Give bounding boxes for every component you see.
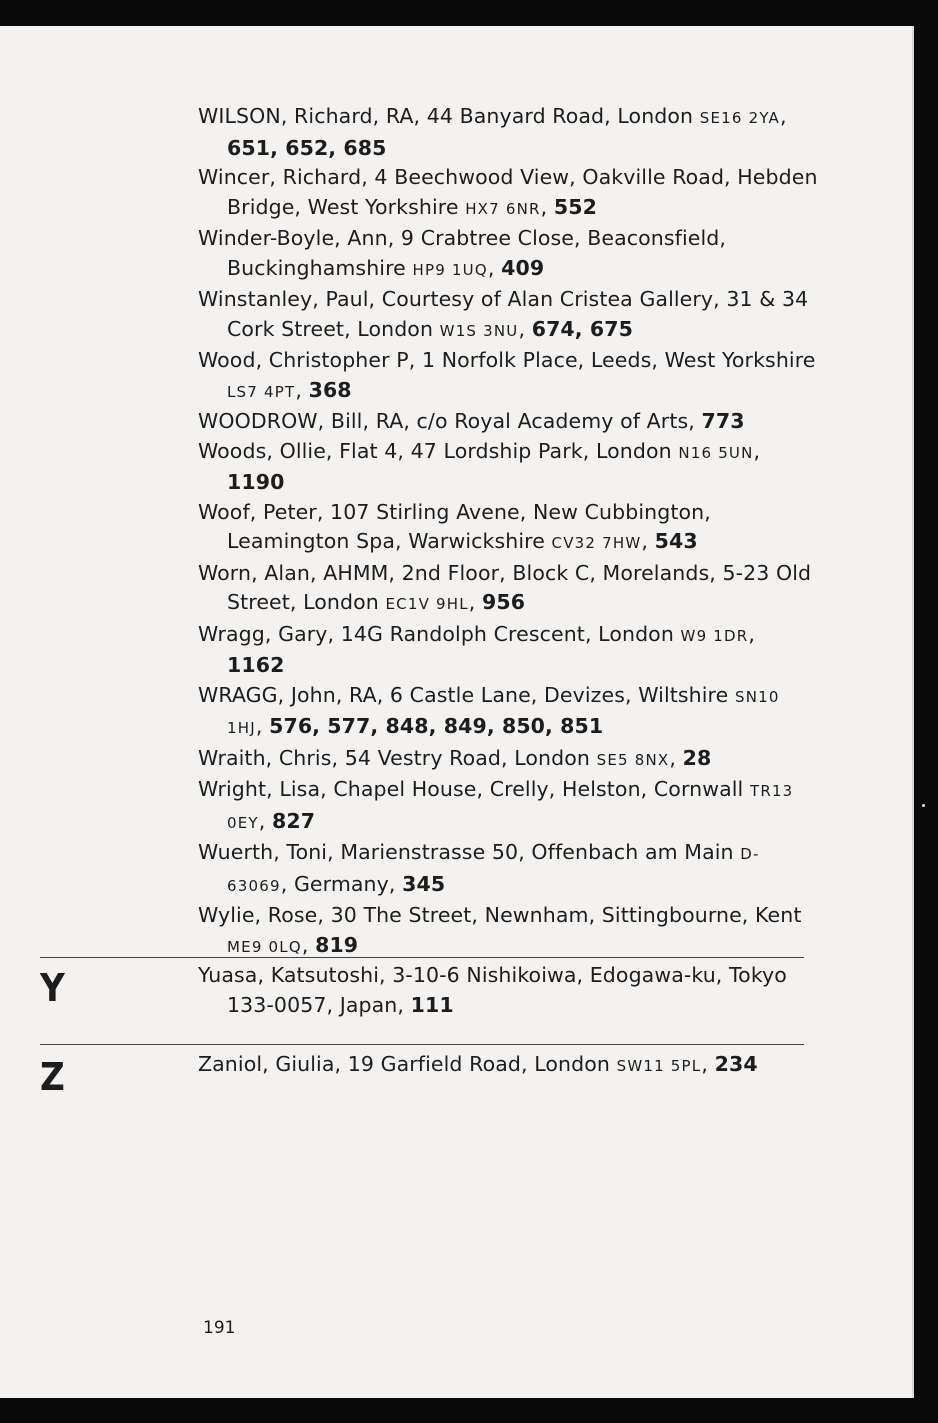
- page-references: 827: [272, 808, 316, 833]
- entry-text: Wuerth, Toni, Marienstrasse 50, Offenbach am Main: [198, 840, 741, 864]
- index-entry: [198, 102, 818, 163]
- index-entry: [198, 744, 818, 776]
- index-entry: [198, 407, 818, 437]
- entry-separator: ,: [487, 255, 502, 280]
- entry-separator: ,: [701, 1052, 715, 1076]
- index-entries-z: [198, 1050, 818, 1082]
- entry-text: Yuasa, Katsutoshi, 3-10-6 Nishikoiwa, Edogawa-ku, Tokyo 133-0057, Japan,: [198, 963, 787, 1017]
- postcode: HP9 1UQ: [412, 260, 488, 279]
- page-references: 773: [701, 409, 745, 433]
- entry-text: WRAGG, John, RA, 6 Castle Lane, Devizes, Wiltshire: [198, 682, 735, 707]
- index-entry: [198, 285, 818, 346]
- page-references: 819: [315, 932, 359, 957]
- page-references: 345: [402, 871, 446, 896]
- entry-separator: ,: [669, 745, 683, 770]
- page-references: 956: [482, 590, 526, 614]
- page-references: 368: [308, 377, 352, 402]
- postcode: EC1V 9HL: [385, 595, 469, 613]
- section-divider: [40, 1044, 804, 1045]
- entry-text: Wood, Christopher P, 1 Norfolk Place, Leeds, West Yorkshire: [198, 348, 816, 372]
- postcode: SE5 8NX: [596, 750, 670, 769]
- entry-text: Zaniol, Giulia, 19 Garfield Road, London: [198, 1052, 617, 1076]
- entry-separator: ,: [258, 808, 273, 833]
- page-references: 674, 675: [531, 316, 634, 341]
- page-references: 552: [553, 194, 597, 219]
- entry-separator: ,: [468, 590, 483, 614]
- entry-text: Woof, Peter, 107 Stirling Avene, New Cubbington, Leamington Spa, Warwickshire: [198, 499, 711, 553]
- entry-text: Worn, Alan, AHMM, 2nd Floor, Block C, Morelands, 5-23 Old Street, London: [198, 560, 812, 614]
- index-entry: [198, 775, 818, 838]
- entry-text: Winstanley, Paul, Courtesy of Alan Cristea Gallery, 31 & 34 Cork Street, London: [198, 287, 809, 341]
- index-entry: [198, 559, 818, 620]
- entry-separator: ,: [748, 621, 756, 646]
- postcode: CV32 7HW: [551, 534, 642, 552]
- entry-text: Wragg, Gary, 14G Randolph Crescent, London: [198, 621, 681, 646]
- index-entry: [198, 163, 818, 224]
- postcode: HX7 6NR: [465, 199, 541, 218]
- entry-separator: , Germany,: [280, 871, 403, 896]
- page-references: 28: [682, 745, 712, 770]
- entry-separator: ,: [295, 377, 309, 402]
- index-entry: [198, 620, 818, 681]
- postcode: W9 1DR: [680, 626, 749, 645]
- index-entry: [198, 346, 818, 407]
- section-letter-y: Y: [40, 966, 65, 1010]
- index-entry: [198, 838, 818, 901]
- index-entry: [198, 224, 818, 285]
- entry-text: Wraith, Chris, 54 Vestry Road, London: [198, 745, 597, 770]
- entry-separator: ,: [641, 529, 655, 553]
- postcode: SE16 2YA: [699, 109, 781, 127]
- index-entries-y: [198, 961, 818, 1020]
- postcode: W1S 3NU: [439, 321, 519, 340]
- entry-separator: ,: [753, 438, 761, 463]
- entry-text: WOODROW, Bill, RA, c/o Royal Academy of Arts,: [198, 409, 702, 433]
- page-references: 1162: [227, 653, 285, 677]
- page-number: 191: [203, 1318, 236, 1338]
- page-references: 651, 652, 685: [227, 135, 387, 160]
- entry-separator: ,: [301, 932, 316, 957]
- entry-text: Woods, Ollie, Flat 4, 47 Lordship Park, London: [198, 438, 679, 463]
- index-entry: [198, 681, 818, 744]
- index-entries-w: [198, 102, 818, 962]
- postcode: D-63069: [227, 845, 760, 895]
- postcode: N16 5UN: [678, 443, 754, 462]
- page-references: 576, 577, 848, 849, 850, 851: [269, 714, 604, 738]
- page-references: 543: [654, 529, 698, 553]
- entry-separator: ,: [540, 194, 554, 219]
- entry-text: Wylie, Rose, 30 The Street, Newnham, Sittingbourne, Kent: [198, 903, 802, 927]
- page-references: 1190: [227, 470, 285, 494]
- postcode: TR13 0EY: [227, 782, 794, 832]
- entry-text: Winder-Boyle, Ann, 9 Crabtree Close, Beaconsfield, Buckinghamshire: [198, 226, 727, 280]
- entry-text: WILSON, Richard, RA, 44 Banyard Road, London: [198, 104, 700, 128]
- page-references: 234: [714, 1052, 758, 1076]
- postcode: SN10 1HJ: [227, 687, 780, 737]
- page-references: 409: [501, 255, 545, 280]
- book-page: [0, 26, 914, 1398]
- index-entry: [198, 498, 818, 559]
- section-letter-z: Z: [40, 1055, 65, 1099]
- section-divider: [40, 957, 804, 958]
- page-references: 111: [410, 992, 454, 1017]
- index-entry: [198, 901, 818, 962]
- scan-speck: [922, 804, 925, 807]
- entry-separator: ,: [255, 714, 270, 738]
- index-entry: [198, 437, 818, 498]
- entry-text: Wright, Lisa, Chapel House, Crelly, Helston, Cornwall: [198, 777, 750, 801]
- postcode: SW11 5PL: [616, 1057, 702, 1075]
- index-entry: [198, 961, 818, 1020]
- entry-text: Wincer, Richard, 4 Beechwood View, Oakville Road, Hebden Bridge, West Yorkshire: [198, 165, 818, 219]
- entry-separator: ,: [780, 104, 787, 128]
- postcode: ME9 0LQ: [227, 937, 302, 956]
- index-entry: [198, 1050, 818, 1082]
- entry-separator: ,: [518, 316, 532, 341]
- postcode: LS7 4PT: [227, 382, 296, 401]
